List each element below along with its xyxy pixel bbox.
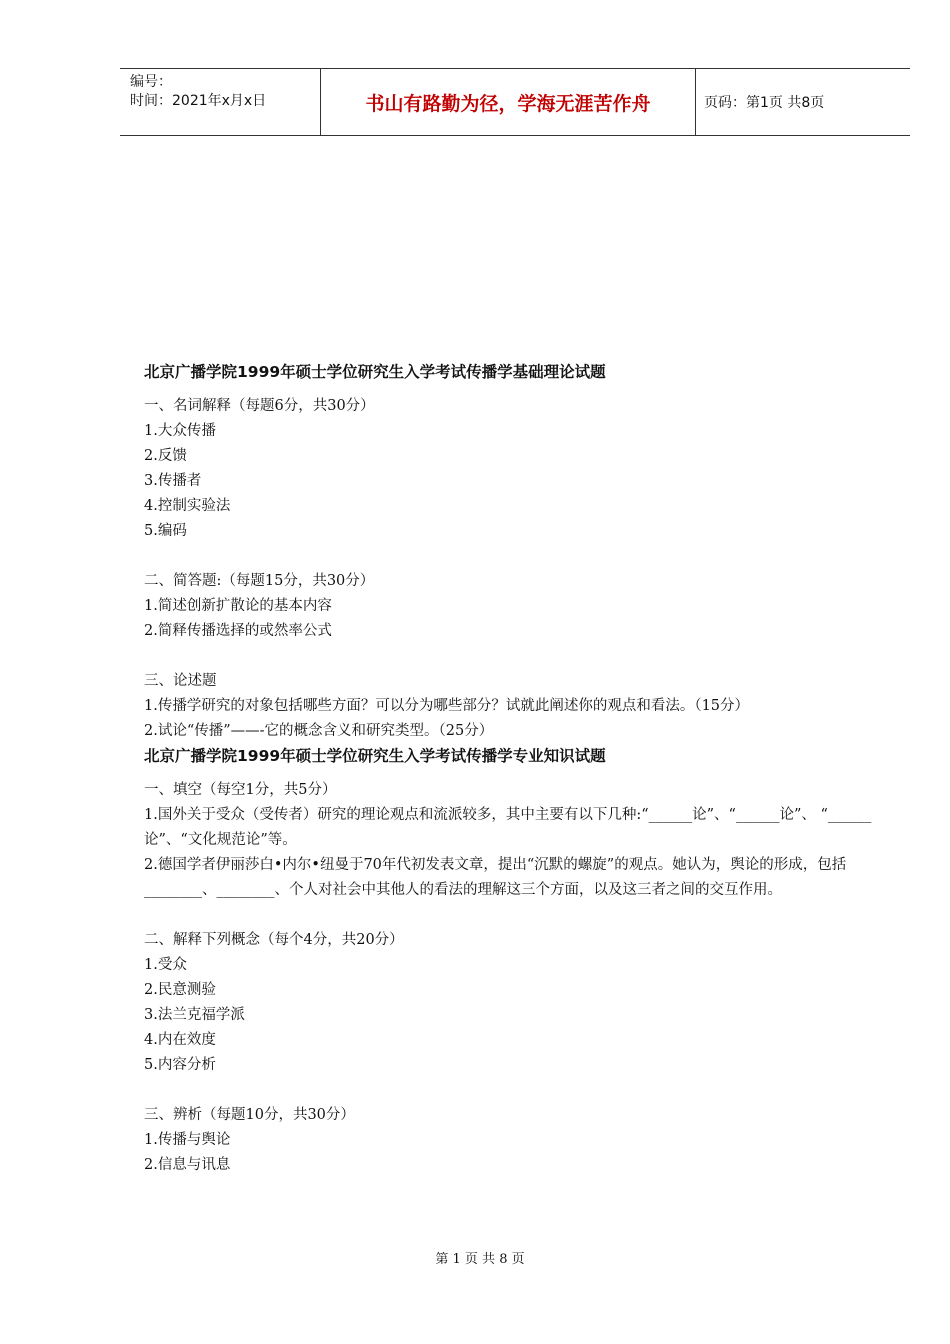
document-number-label: 编号： <box>130 74 172 90</box>
list-item: 1.大众传播 <box>144 423 216 439</box>
list-item: 2.试论“传播”——-它的概念含义和研究类型。（25分） <box>144 723 494 739</box>
exam1-s2-heading: 二、简答题:（每题15分，共30分） <box>144 573 375 589</box>
list-item: 2.简释传播选择的或然率公式 <box>144 623 332 639</box>
exam2-s1-heading: 一、填空（每空1分，共5分） <box>144 782 337 798</box>
list-item: 2.德国学者伊丽莎白•内尔•纽曼于70年代初发表文章，提出“沉默的螺旋”的观点。她认为，舆论的形成，包括________、________、个人对社会中其他人的看法的理解这三个方面，以及这三者之间的交互作用。 <box>144 857 847 898</box>
document-time-label: 时间：2021年x月x日 <box>130 93 267 109</box>
list-item: 5.编码 <box>144 523 187 539</box>
header-motto: 书山有路勤为径，学海无涯苦作舟 <box>320 69 696 135</box>
footer-page-number: 第 1 页 共 8 页 <box>435 1252 525 1267</box>
exam2-s3-heading: 三、辨析（每题10分，共30分） <box>144 1107 355 1123</box>
page-header <box>120 68 910 136</box>
exam1-title: 北京广播学院1999年硕士学位研究生入学考试传播学基础理论试题 <box>144 363 606 381</box>
list-item: 1.国外关于受众（受传者）研究的理论观点和流派较多，其中主要有以下几种:“______论”、“______论”、 “______论”、“文化规范论”等。 <box>144 807 872 848</box>
list-item: 1.简述创新扩散论的基本内容 <box>144 598 332 614</box>
exam2-s2-heading: 二、解释下列概念（每个4分，共20分） <box>144 932 404 948</box>
document-body <box>144 360 892 1178</box>
list-item: 2.反馈 <box>144 448 187 464</box>
exam1-s1-heading: 一、名词解释（每题6分，共30分） <box>144 398 375 414</box>
list-item: 1.传播与舆论 <box>144 1132 231 1148</box>
list-item: 4.内在效度 <box>144 1032 216 1048</box>
list-item: 5.内容分析 <box>144 1057 216 1073</box>
list-item: 3.传播者 <box>144 473 202 489</box>
exam1-s3-heading: 三、论述题 <box>144 673 217 689</box>
list-item: 1.受众 <box>144 957 187 973</box>
page-footer <box>0 1248 950 1267</box>
exam2-title: 北京广播学院1999年硕士学位研究生入学考试传播学专业知识试题 <box>144 747 606 765</box>
list-item: 1.传播学研究的对象包括哪些方面？可以分为哪些部分？试就此阐述你的观点和看法。（15分） <box>144 698 750 714</box>
list-item: 2.信息与讯息 <box>144 1157 231 1173</box>
header-page-label: 页码：第1页 共8页 <box>704 95 825 111</box>
list-item: 4.控制实验法 <box>144 498 231 514</box>
list-item: 2.民意测验 <box>144 982 216 998</box>
list-item: 3.法兰克福学派 <box>144 1007 245 1023</box>
header-meta <box>130 73 320 111</box>
